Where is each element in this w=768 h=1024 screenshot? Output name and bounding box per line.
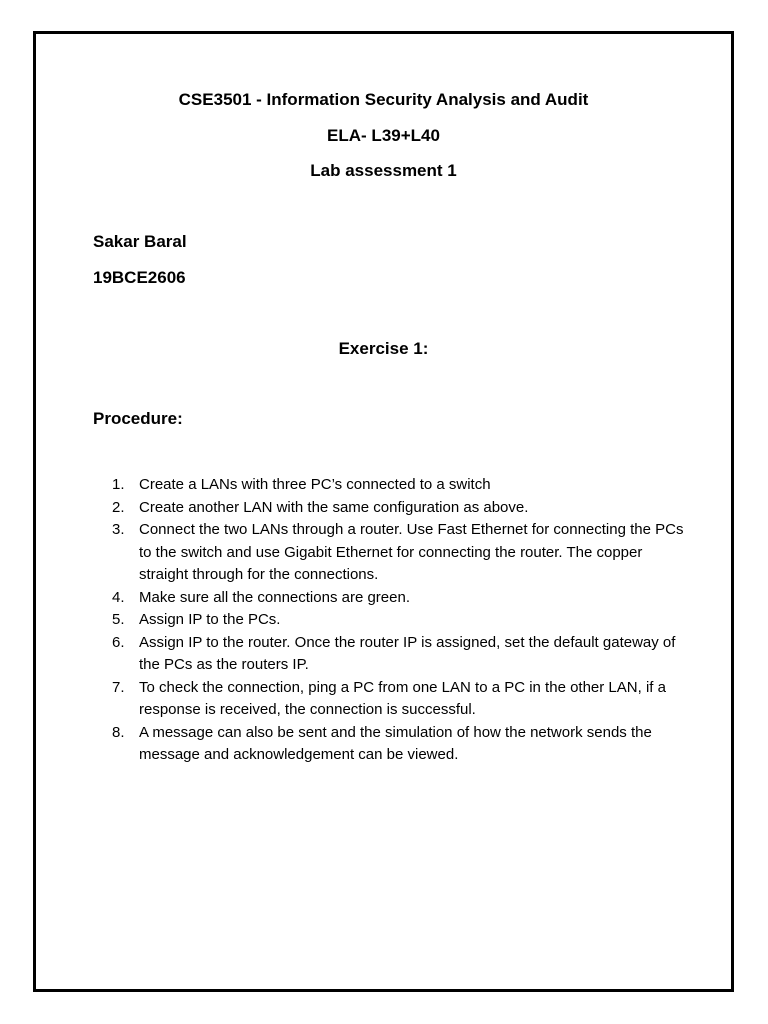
student-reg-no: 19BCE2606 bbox=[93, 268, 186, 287]
step-text: Create another LAN with the same configuration as above. bbox=[139, 498, 529, 516]
step-text: Assign IP to the router. Once the router IP is assigned, set the default gateway of the PCs as the routers IP. bbox=[139, 633, 676, 673]
procedure-heading: Procedure: bbox=[93, 409, 183, 428]
procedure-step bbox=[112, 722, 692, 767]
step-number: 4. bbox=[112, 588, 125, 606]
step-text: Connect the two LANs through a router. Use Fast Ethernet for connecting the PCs to the switch and use Gigabit Ethernet for connecting the router. The copper straight through for the connections. bbox=[139, 521, 684, 583]
assessment-title: Lab assessment 1 bbox=[310, 161, 457, 180]
step-text: A message can also be sent and the simulation of how the network sends the message and acknowledgement can be viewed. bbox=[139, 723, 652, 763]
step-text: Make sure all the connections are green. bbox=[139, 588, 410, 606]
step-text: Assign IP to the PCs. bbox=[139, 611, 281, 628]
course-title: CSE3501 - Information Security Analysis and Audit bbox=[178, 90, 589, 109]
student-name: Sakar Baral bbox=[93, 232, 187, 251]
procedure-list bbox=[112, 474, 692, 767]
procedure-step bbox=[112, 474, 692, 497]
step-text: To check the connection, ping a PC from one LAN to a PC in the other LAN, if a response is received, the connection is successful. bbox=[139, 678, 666, 718]
step-number: 2. bbox=[112, 498, 125, 516]
step-number: 5. bbox=[112, 611, 125, 628]
exercise-title: Exercise 1: bbox=[338, 339, 429, 358]
step-number: 3. bbox=[112, 521, 125, 538]
procedure-step bbox=[112, 587, 692, 610]
step-number: 1. bbox=[112, 476, 125, 493]
procedure-step bbox=[112, 497, 692, 520]
procedure-step bbox=[112, 609, 692, 632]
step-text: Create a LANs with three PC’s connected to a switch bbox=[139, 476, 491, 493]
step-number: 6. bbox=[112, 633, 125, 651]
slot-label: ELA- L39+L40 bbox=[327, 126, 440, 145]
step-number: 8. bbox=[112, 723, 125, 741]
procedure-step bbox=[112, 632, 692, 677]
procedure-step bbox=[112, 519, 692, 587]
procedure-step bbox=[112, 677, 692, 722]
step-number: 7. bbox=[112, 678, 125, 696]
